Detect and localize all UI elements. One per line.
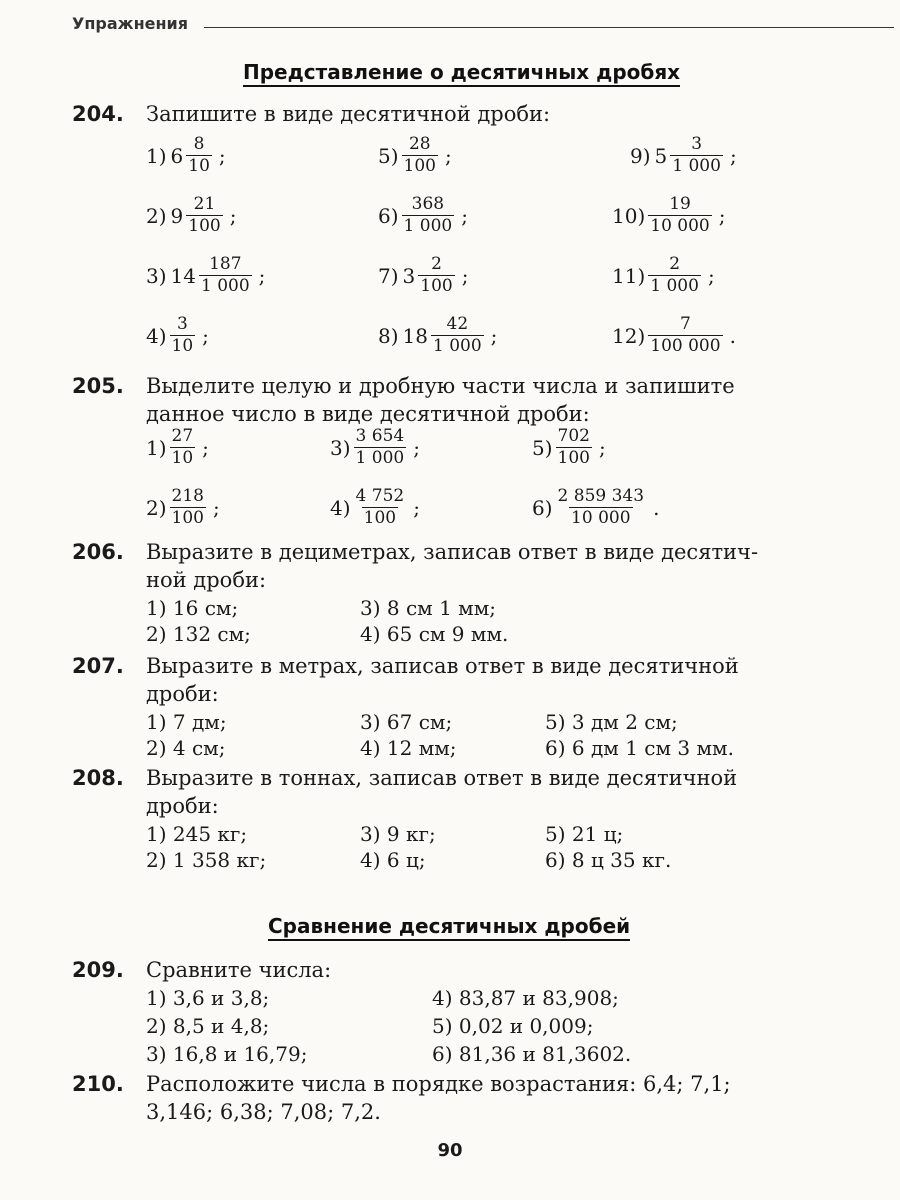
header-rule [204,27,894,28]
whole-part: 5 [654,143,668,168]
numerator: 2 [669,254,681,274]
denominator: 1 000 [672,156,721,176]
exercise-text-line1: Выразите в дециметрах, записав ответ в виде десятич- [146,540,759,564]
item-label: 10) [612,203,646,228]
item-label: 4) [146,323,167,348]
list-item: 6) 8 ц 35 кг. [545,848,672,872]
item-label: 3) [330,435,351,460]
fraction [556,428,592,467]
list-item: 6) 81,36 и 81,3602. [432,1042,632,1066]
fraction-item [612,256,715,295]
numerator: 7 [680,314,691,334]
fraction [354,488,407,527]
numerator: 3 654 [355,426,405,446]
fraction-item [612,196,726,235]
fraction-item [146,488,220,527]
item-suffix: ; [202,323,209,348]
fraction [402,136,438,175]
list-item: 1) 245 кг; [146,822,248,846]
denominator: 100 [363,508,397,528]
numerator: 8 [193,134,205,154]
whole-part: 14 [170,263,196,288]
exercise-number: 209. [72,958,124,982]
fraction-item [146,316,209,355]
page-number: 90 [437,1140,463,1161]
numerator: 27 [171,426,194,446]
fraction-item [532,428,606,467]
item-suffix: ; [718,203,726,228]
list-item: 3) 8 см 1 мм; [360,596,497,620]
numerator: 218 [171,486,204,506]
exercise-text-line2: дроби: [146,794,219,818]
numerator: 3 [176,314,188,334]
item-suffix: . [653,495,660,520]
denominator: 100 [420,276,453,296]
denominator: 1 000 [403,216,453,236]
item-label: 9) [630,143,651,168]
denominator: 10 000 [571,508,631,528]
item-label: 3) [146,263,167,288]
fraction [648,256,701,295]
exercise-text-line2: ной дроби: [146,568,267,592]
denominator: 100 [171,508,204,528]
item-suffix: ; [229,203,237,228]
whole-part: 9 [170,203,184,228]
denominator: 1 000 [432,336,482,356]
item-label: 2) [146,203,167,228]
exercise-number: 208. [72,766,124,790]
item-suffix: ; [258,263,266,288]
fraction-item [378,136,452,175]
fraction [648,316,722,355]
fraction [170,428,196,467]
item-label: 7) [378,263,399,288]
list-item: 3) 67 см; [360,710,453,734]
exercise-text-line1: Расположите числа в порядке возрастания: 6,4; 7,1; [146,1072,731,1096]
list-item: 5) 0,02 и 0,009; [432,1014,594,1038]
denominator: 100 [188,216,221,236]
fraction [648,196,711,235]
list-item: 5) 21 ц; [545,822,624,846]
item-label: 6) [532,495,553,520]
numerator: 42 [446,314,469,334]
exercise-text-line2: дроби: [146,682,219,706]
list-item: 2) 8,5 и 4,8; [146,1014,270,1038]
denominator: 100 000 [650,336,721,356]
whole-part: 6 [170,143,184,168]
exercise-number: 205. [72,374,124,398]
item-suffix: ; [202,435,209,460]
exercise-text: Запишите в виде десятичной дроби: [146,102,551,126]
list-item: 4) 83,87 и 83,908; [432,986,619,1010]
fraction [170,488,206,527]
denominator: 10 [171,336,194,356]
denominator: 10 [188,156,210,176]
fraction [199,256,252,295]
denominator: 100 [403,156,436,176]
numerator: 28 [408,134,431,154]
fraction [402,196,455,235]
fraction [354,428,407,467]
denominator: 10 [171,448,194,468]
fraction [670,136,723,175]
whole-part: 3 [402,263,416,288]
numerator: 702 [557,426,590,446]
fraction-item [378,196,468,235]
item-label: 8) [378,323,399,348]
fraction-item [630,136,737,175]
fraction-item [146,428,209,467]
list-item: 4) 6 ц; [360,848,426,872]
fraction-item [532,488,659,527]
list-item: 4) 65 см 9 мм. [360,622,509,646]
numerator: 19 [669,194,691,214]
numerator: 368 [411,194,445,214]
list-item: 2) 4 см; [146,736,226,760]
list-item: 1) 16 см; [146,596,239,620]
exercise-text-line1: Выразите в метрах, записав ответ в виде десятичной [146,654,739,678]
exercise-number: 206. [72,540,124,564]
list-item: 2) 132 см; [146,622,251,646]
item-suffix: ; [461,203,468,228]
item-suffix: ; [444,143,452,168]
exercise-number: 207. [72,654,124,678]
numerator: 2 859 343 [557,486,645,506]
item-label: 5) [532,435,553,460]
fraction-item [146,196,236,235]
list-item: 6) 6 дм 1 см 3 мм. [545,736,734,760]
exercise-number: 204. [72,102,124,126]
fraction [556,488,647,527]
fraction-item [378,256,468,295]
running-header [72,12,894,36]
item-suffix: ; [707,263,715,288]
fraction [186,196,222,235]
item-label: 4) [330,495,351,520]
fraction-item [146,136,226,175]
list-item: 4) 12 мм; [360,736,457,760]
list-item: 3) 16,8 и 16,79; [146,1042,308,1066]
exercise-text-line1: Выразите в тоннах, записав ответ в виде десятичной [146,766,738,790]
fraction-item [612,316,736,355]
header-label: Упражнения [72,14,189,33]
fraction-item [378,316,497,355]
item-label: 6) [378,203,399,228]
denominator: 10 000 [650,216,710,236]
list-item: 3) 9 кг; [360,822,436,846]
fraction [170,316,196,355]
denominator: 1 000 [650,276,699,296]
item-suffix: ; [598,435,606,460]
item-suffix: ; [212,495,220,520]
numerator: 2 [431,254,442,274]
item-label: 1) [146,435,167,460]
fraction [186,136,212,175]
list-item: 1) 7 дм; [146,710,227,734]
list-item: 1) 3,6 и 3,8; [146,986,270,1010]
fraction-item [146,256,265,295]
exercise-text-line2: 3,146; 6,38; 7,08; 7,2. [146,1100,381,1124]
numerator: 3 [691,134,703,154]
item-label: 11) [612,263,646,288]
exercise-text: Сравните числа: [146,958,332,982]
item-suffix: ; [729,143,737,168]
numerator: 187 [209,254,242,274]
item-suffix: . [729,323,736,348]
exercise-text-line1: Выделите целую и дробную части числа и запишите [146,374,735,398]
exercise-text-line2: данное число в виде десятичной дроби: [146,402,590,426]
denominator: 100 [557,448,590,468]
fraction [431,316,484,355]
numerator: 21 [193,194,216,214]
item-suffix: ; [413,435,420,460]
fraction [418,256,454,295]
list-item: 5) 3 дм 2 см; [545,710,678,734]
section-title-decimal-representation: Представление о десятичных дробях [243,60,680,87]
item-suffix: ; [461,263,469,288]
item-label: 5) [378,143,399,168]
item-suffix: ; [413,495,420,520]
fraction-item [330,488,420,527]
numerator: 4 752 [355,486,405,506]
denominator: 1 000 [355,448,405,468]
denominator: 1 000 [200,276,250,296]
exercise-number: 210. [72,1072,124,1096]
item-suffix: ; [490,323,498,348]
list-item: 2) 1 358 кг; [146,848,267,872]
whole-part: 18 [402,323,428,348]
item-suffix: ; [218,143,226,168]
fraction-item [330,428,420,467]
item-label: 12) [612,323,646,348]
item-label: 1) [146,143,167,168]
section-title-decimal-comparison: Сравнение десятичных дробей [268,914,630,941]
item-label: 2) [146,495,167,520]
